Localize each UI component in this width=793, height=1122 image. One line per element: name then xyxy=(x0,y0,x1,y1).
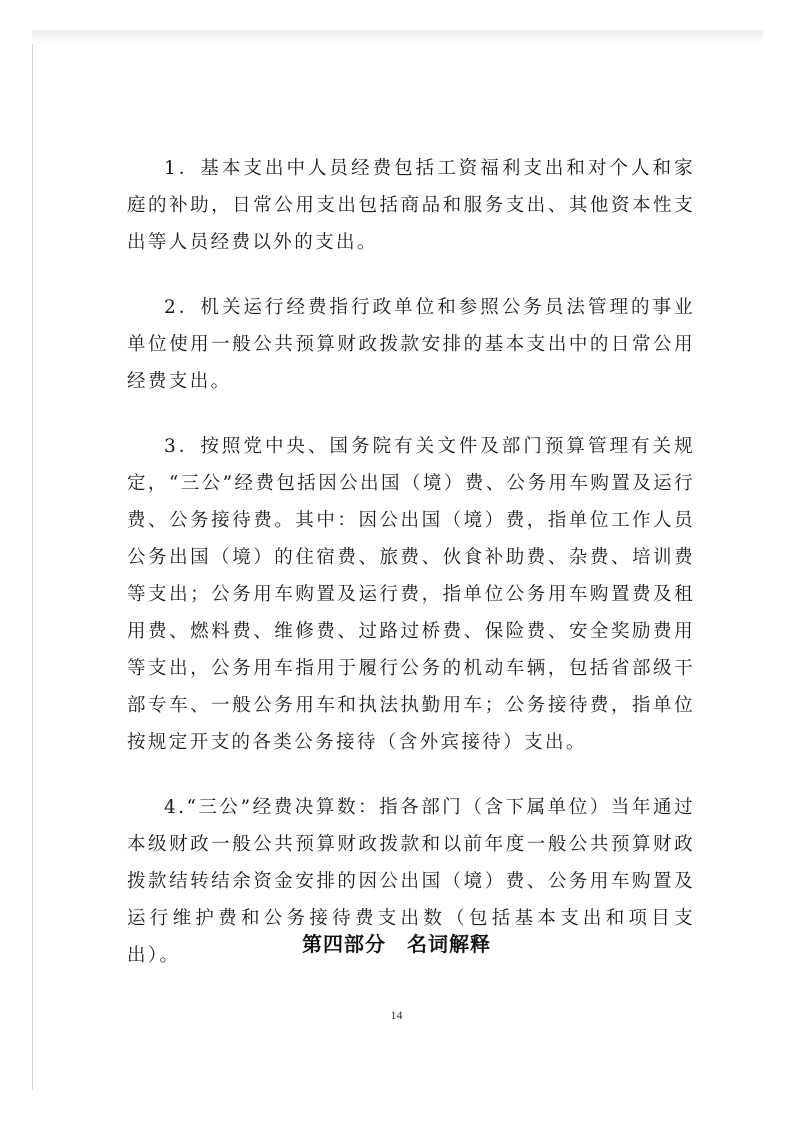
paragraph-basic-expenditure: 1．基本支出中人员经费包括工资福利支出和对个人和家庭的补助，日常公用支出包括商品和服务支出、其他资本性支出等人员经费以外的支出。 xyxy=(127,158,695,253)
page-number: 14 xyxy=(390,1008,403,1022)
section-title: 第四部分 名词解释 xyxy=(302,932,491,956)
paragraph-three-public-expenses: 3．按照党中央、国务院有关文件及部门预算管理有关规定，“三公”经费包括因公出国（境）费、公务用车购置及运行费、公务接待费。其中：因公出国（境）费，指单位工作人员公务出国（境）的住宿费、旅费、伙食补助费、杂费、培训费等支出；公务用车购置及运行费，指单位公务用车购置费及租用费、燃料费、维修费、过路过桥费、保险费、安全奖励费用等支出，公务用车指用于履行公务的机动车辆，包括省部级干部专车、一般公务用车和执法执勤用车；公务接待费，指单位按规定开支的各类公务接待（含外宾接待）支出。 xyxy=(127,436,695,753)
paragraph-three-public-final-accounts: 4.“三公”经费决算数：指各部门（含下属单位）当年通过本级财政一般公共预算财政拨款和以前年度一般公共预算财政拨款结转结余资金安排的因公出国（境）费、公务用车购置及运行维护费和公务接待费支出数（包括基本支出和项目支出）。 xyxy=(127,797,695,966)
paragraph-operating-expenses: 2．机关运行经费指行政单位和参照公务员法管理的事业单位使用一般公共预算财政拨款安排的基本支出中的日常公用经费支出。 xyxy=(127,297,695,392)
page-top-shadow xyxy=(32,30,763,44)
document-body xyxy=(127,150,695,1002)
